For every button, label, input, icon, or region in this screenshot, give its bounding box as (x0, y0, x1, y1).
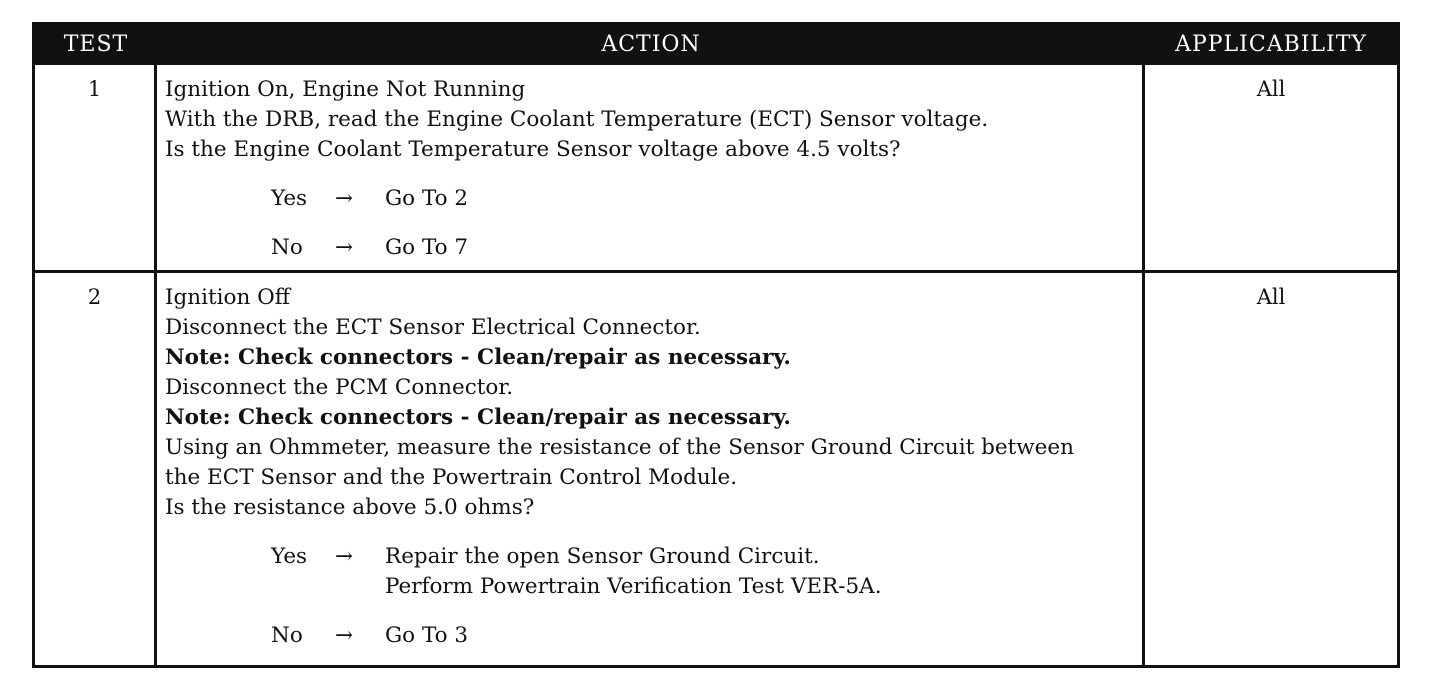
action-cell (165, 283, 1140, 651)
arrow-right-icon: → (335, 235, 354, 260)
test-number: 2 (87, 285, 102, 309)
header-applicability: APPLICABILITY (1175, 32, 1367, 57)
no-branch (271, 233, 1140, 263)
no-label: No (271, 235, 303, 260)
action-line: Is the Engine Coolant Temperature Sensor voltage above 4.5 volts? (165, 137, 901, 162)
applicability-value: All (1256, 77, 1286, 101)
yes-result: Repair the open Sensor Ground Circuit. (385, 544, 820, 569)
header-action: ACTION (601, 32, 701, 57)
yes-result: Go To 2 (385, 186, 469, 211)
yes-branch (271, 184, 1140, 214)
test-number: 1 (87, 77, 102, 101)
no-label: No (271, 623, 303, 648)
column-divider (154, 273, 157, 665)
action-line: Ignition Off (165, 285, 291, 310)
diagnostic-test-table (32, 22, 1400, 668)
note-line: Note: Check connectors - Clean/repair as necessary. (165, 405, 791, 430)
action-line: With the DRB, read the Engine Coolant Temperature (ECT) Sensor voltage. (165, 107, 989, 132)
column-divider (154, 65, 157, 270)
no-result: Go To 3 (385, 623, 469, 648)
no-branch (271, 621, 1140, 651)
arrow-right-icon: → (335, 544, 354, 569)
table-row (35, 273, 1397, 665)
applicability-value: All (1256, 285, 1286, 309)
action-line: Using an Ohmmeter, measure the resistance of the Sensor Ground Circuit between (165, 435, 1074, 460)
action-cell (165, 75, 1140, 263)
yes-result: Perform Powertrain Verification Test VER-5A. (385, 574, 882, 599)
column-divider (1142, 273, 1145, 665)
action-line: Disconnect the ECT Sensor Electrical Connector. (165, 315, 701, 340)
arrow-right-icon: → (335, 623, 354, 648)
note-line: Note: Check connectors - Clean/repair as necessary. (165, 345, 791, 370)
yes-label: Yes (271, 186, 308, 211)
action-line: the ECT Sensor and the Powertrain Control Module. (165, 465, 738, 490)
no-result: Go To 7 (385, 235, 469, 260)
arrow-right-icon: → (335, 186, 354, 211)
action-line: Ignition On, Engine Not Running (165, 77, 526, 102)
yes-branch (271, 542, 1140, 602)
yes-label: Yes (271, 544, 308, 569)
header-test: TEST (63, 32, 129, 57)
action-line: Is the resistance above 5.0 ohms? (165, 495, 535, 520)
table-header (35, 25, 1397, 65)
table-row (35, 65, 1397, 273)
action-line: Disconnect the PCM Connector. (165, 375, 514, 400)
